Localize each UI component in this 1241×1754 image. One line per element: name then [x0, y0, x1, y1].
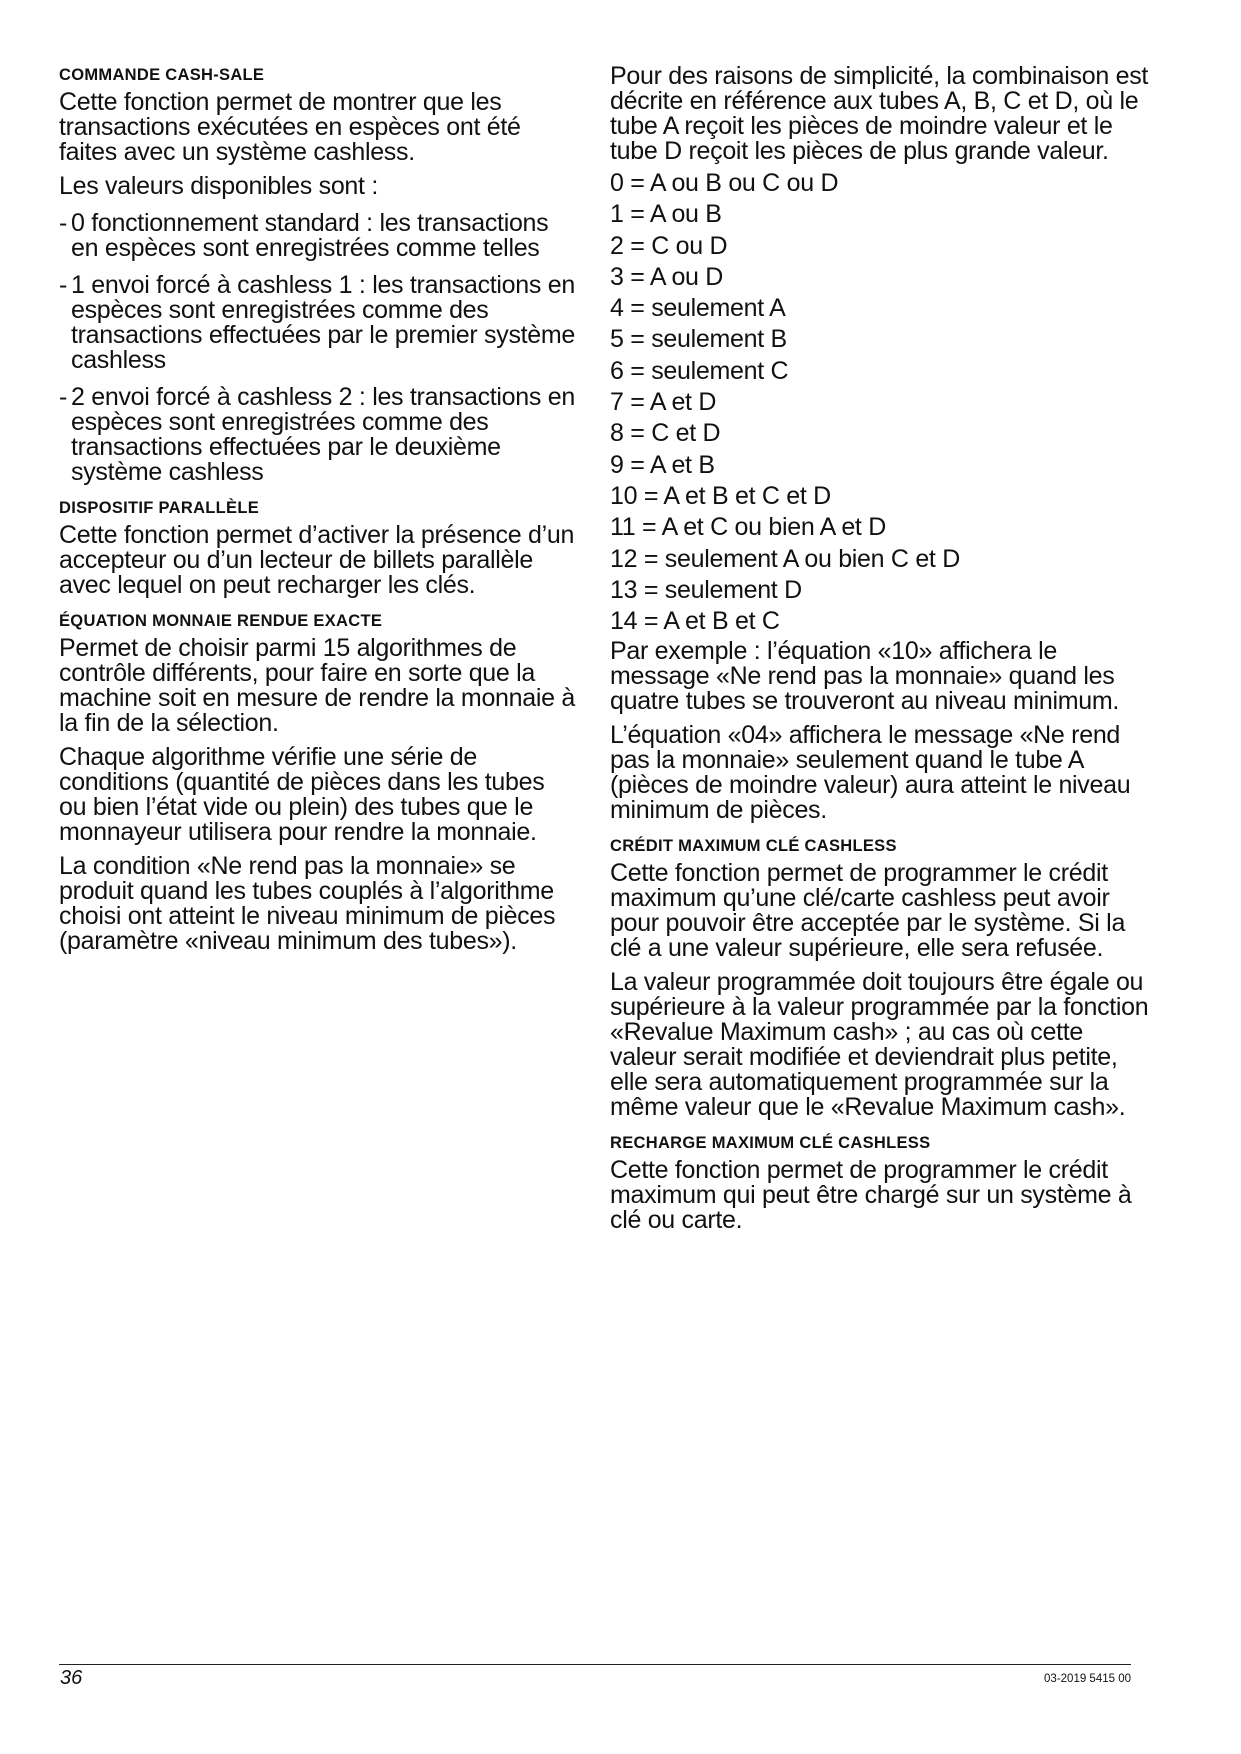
equation-item: 13 = seulement D	[610, 575, 802, 604]
section-heading-max-recharge-cashless-key: RECHARGE MAXIMUM CLÉ CASHLESS	[610, 1134, 931, 1153]
paragraph: La condition «Ne rend pas la monnaie» se produit quand les tubes couplés à l’algorithme choisi ont atteint le niveau minimum de pièces (paramètre «niveau minimum des tubes»).	[59, 852, 556, 955]
list-item-text: 2 envoi forcé à cashless 2 : les transactions en espèces sont enregistrées comme des transactions effectuées par le deuxième système cashless	[71, 383, 575, 486]
list-item-text: 0 fonctionnement standard : les transactions en espèces sont enregistrées comme telles	[71, 209, 549, 262]
section-heading-cash-sale: COMMANDE CASH-SALE	[59, 66, 265, 84]
paragraph: Cette fonction permet d’activer la présence d’un accepteur ou d’un lecteur de billets parallèle avec lequel on peut recharger les clés.	[59, 521, 575, 599]
equation-item: 0 = A ou B ou C ou D	[610, 169, 839, 197]
equation-item: 2 = C ou D	[610, 231, 728, 260]
list-item-text: 1 envoi forcé à cashless 1 : les transactions en espèces sont enregistrées comme des transactions effectuées par le premier système cashless	[71, 271, 576, 374]
left-column	[59, 64, 577, 963]
paragraph: Permet de choisir parmi 15 algorithmes de contrôle différents, pour faire en sorte que la machine soit en mesure de rendre la monnaie à la fin de la sélection.	[59, 634, 575, 737]
paragraph: Cette fonction permet de programmer le crédit maximum qui peut être chargé sur un système à clé ou carte.	[610, 1156, 1132, 1235]
equation-item: 7 = A et D	[610, 388, 717, 417]
section-heading-parallel-device: DISPOSITIF PARALLÈLE	[59, 499, 260, 517]
paragraph: La valeur programmée doit toujours être égale ou supérieure à la valeur programmée par la fonction «Revalue Maximum cash» ; au cas où cette valeur serait modifiée et deviendrait plus petite, elle sera automatiquement programmée sur la même valeur que le «Revalue Maximum cash».	[610, 968, 1149, 1122]
equation-item: 10 = A et B et C et D	[610, 481, 831, 510]
equation-item: 12 = seulement A ou bien C et D	[610, 544, 960, 573]
equation-list	[610, 168, 1150, 637]
section-heading-max-credit-cashless-key: CRÉDIT MAXIMUM CLÉ CASHLESS	[610, 837, 897, 856]
equation-item: 9 = A et B	[610, 450, 715, 479]
equation-item: 3 = A ou D	[610, 262, 724, 291]
document-code: 03-2019 5415 00	[1044, 1673, 1131, 1685]
paragraph: L’équation «04» affichera le message «Ne rend pas la monnaie» seulement quand le tube A (pièces de moindre valeur) aura atteint le niveau minimum de pièces.	[610, 721, 1131, 825]
footer-divider	[59, 1664, 1131, 1665]
equation-item: 8 = C et D	[610, 419, 721, 448]
list-item	[59, 211, 577, 261]
right-column	[610, 64, 1150, 1242]
equation-item: 6 = seulement C	[610, 356, 789, 385]
paragraph: Pour des raisons de simplicité, la combinaison est décrite en référence aux tubes A, B, C et D, où le tube A reçoit les pièces de moindre valeur et le tube D reçoit les pièces de plus grande valeur.	[610, 62, 1149, 165]
list-dash: -	[59, 383, 68, 411]
equation-item: 11 = A et C ou bien A et D	[610, 513, 886, 542]
list-dash: -	[59, 271, 68, 299]
paragraph: Cette fonction permet de programmer le crédit maximum qu’une clé/carte cashless peut avoir pour pouvoir être acceptée par le système. Si la clé a une valeur supérieure, elle sera refusée.	[610, 859, 1126, 963]
equation-item: 5 = seulement B	[610, 325, 787, 354]
section-heading-exact-change-equation: ÉQUATION MONNAIE RENDUE EXACTE	[59, 612, 383, 630]
paragraph: Les valeurs disponibles sont :	[59, 172, 378, 200]
list-item	[59, 273, 577, 373]
paragraph: Chaque algorithme vérifie une série de conditions (quantité de pièces dans les tubes ou bien l’état vide ou plein) des tubes que le monnayeur utilisera pour rendre la monnaie.	[59, 743, 545, 846]
list-item	[59, 385, 577, 485]
list-dash: -	[59, 209, 68, 237]
equation-item: 1 = A ou B	[610, 200, 722, 229]
paragraph: Cette fonction permet de montrer que les transactions exécutées en espèces ont été faites avec un système cashless.	[59, 88, 521, 166]
paragraph: Par exemple : l’équation «10» affichera le message «Ne rend pas la monnaie» quand les quatre tubes se trouveront au niveau minimum.	[610, 637, 1119, 716]
equation-item: 4 = seulement A	[610, 294, 786, 323]
page-number: 36	[60, 1667, 83, 1689]
equation-item: 14 = A et B et C	[610, 607, 780, 636]
